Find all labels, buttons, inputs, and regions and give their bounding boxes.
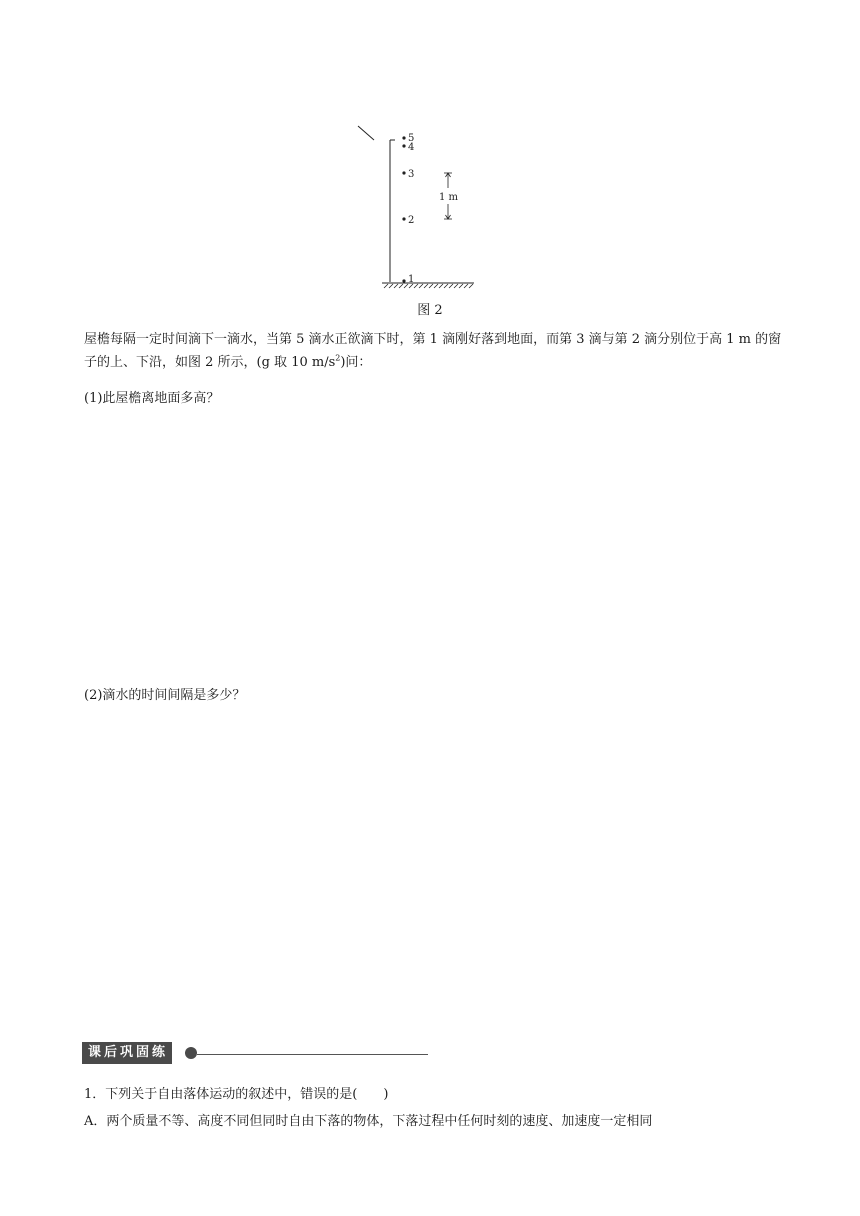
drop-1-label: 1 [408,274,415,285]
question-2: (2)滴水的时间间隔是多少？ [84,688,246,703]
drop-4 [402,144,405,147]
window-height-label: 1 m [439,192,459,203]
section-header [82,1042,428,1064]
exercise-option-a: A．两个质量不等、高度不同但同时自由下落的物体，下落过程中任何时刻的速度、加速度一定相同 [84,1114,653,1129]
drop-2 [402,217,405,220]
section-divider [197,1054,428,1055]
drop-2-label: 2 [408,215,415,226]
exercise-question-1: 1．下列关于自由落体运动的叙述中，错误的是( ) [84,1087,389,1102]
water-drop-diagram [350,120,490,292]
roof-eave-line [358,126,374,140]
drop-4-label: 4 [408,142,415,153]
ground-hatching [384,284,473,288]
section-title: 课后巩固练 [82,1042,172,1064]
drop-3 [402,171,405,174]
figure-caption: 图 2 [417,303,443,318]
figure-water-drops [350,120,490,292]
drop-5-label: 5 [408,133,415,144]
drop-3-label: 3 [408,169,415,180]
question-1: (1)此屋檐离地面多高？ [84,391,220,406]
problem-statement [84,328,784,374]
drop-5 [402,136,405,139]
drop-1 [402,279,405,282]
problem-tail: )问： [340,355,372,370]
section-dot-icon [185,1047,197,1059]
problem-text: 屋檐每隔一定时间滴下一滴水，当第 5 滴水正欲滴下时，第 1 滴刚好落到地面，而第 3 滴与第 2 滴分别位于高 1 m 的窗子的上、下沿，如图 2 所示，(g 取 10 m/s [84,332,782,370]
problem-superscript: 2 [335,353,341,363]
